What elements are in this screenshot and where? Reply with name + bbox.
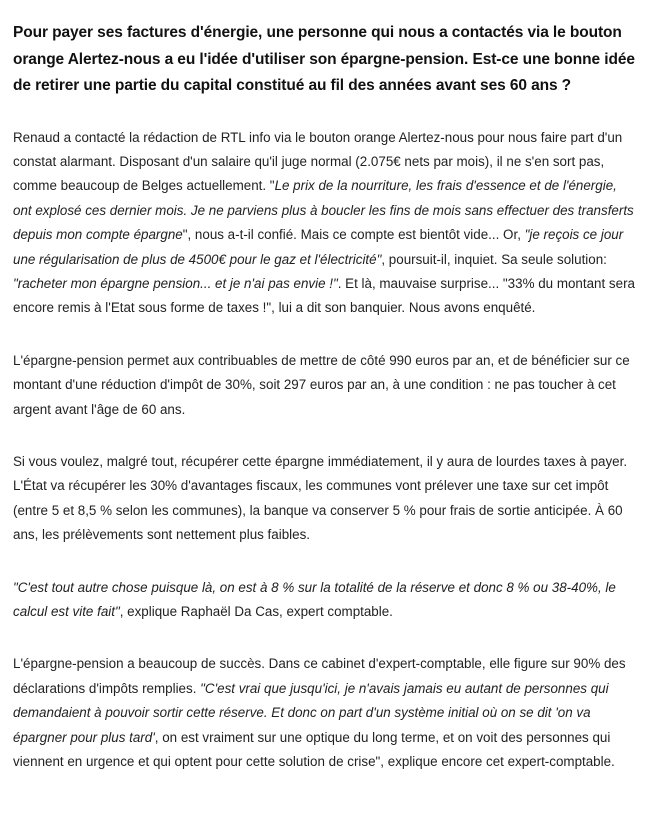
paragraph-taxes: Si vous voulez, malgré tout, récupérer cette épargne immédiatement, il y aura de lourdes taxes à payer. L'État va récupérer les 30% d'avantages fiscaux, les communes vont prélever une taxe sur cet impôt (entre 5 et 8,5 % selon les communes), la banque va conserver 5 % pour frais de sortie anticipée. À 60 ans, les prélèvements sont nettement plus faibles. — [13, 453, 628, 543]
paragraph-text: . Et là, mauvaise surprise... "33% du montant sera encore remis à l'Etat sous forme de taxes !", lui a dit son banquier. Nous avons enquêté. — [13, 275, 635, 316]
paragraph-text: L'épargne-pension a beaucoup de succès. Dans ce cabinet d'expert-comptable, elle figure sur 90% des déclarations d'impôts remplies. — [13, 656, 626, 696]
paragraph-text: ", explique encore cet expert-comptable. — [375, 754, 615, 770]
quote-text: "C'est vrai que jusqu'ici, je n'avais jamais eu autant de personnes qui demandaient à pouvoir sortir cette réserve. Et donc on part d'un système initial où on se dit 'on va épargner pour plus tard' — [13, 680, 609, 745]
paragraph-text: , on est vraiment sur une optique du long terme, et on voit des personnes qui viennent en urgence et qui optent pour cette solution de crise — [13, 729, 611, 770]
paragraph-cabinet — [13, 652, 639, 774]
paragraph-expert-quote — [13, 576, 639, 625]
article-lead: Pour payer ses factures d'énergie, une personne qui nous a contactés via le bouton orange Alertez-nous a eu l'idée d'utiliser son épargne-pension. Est-ce une bonne idée de retirer une partie du capital constitué au fil des années avant ses 60 ans ? — [13, 24, 635, 94]
quote-text: "je reçois ce jour une régularisation de plus de 4500€ pour le gaz et l'électricité" — [13, 227, 624, 267]
paragraph-text: , explique Raphaël Da Cas, expert comptable. — [119, 604, 393, 619]
article — [13, 20, 639, 802]
paragraph-epargne-pension: L'épargne-pension permet aux contribuables de mettre de côté 990 euros par an, et de bénéficier sur ce montant d'une réduction d'impôt de 30%, soit 297 euros par an, à une condition : ne pas toucher à cet argent avant l'âge de 60 ans. — [13, 352, 630, 417]
paragraph-text: ", nous a-t-il confié. Mais ce compte est bientôt vide... Or, — [182, 227, 525, 243]
paragraph-text: Renaud a contacté la rédaction de RTL info via le bouton orange Alertez-nous pour nous faire part d'un constat alarmant. Disposant d'un salaire qu'il juge normal (2.075€ nets par mois), il ne s'en sort pas, comme beaucoup de Belges actuellement. " — [13, 129, 623, 194]
paragraph-renaud — [13, 126, 639, 321]
quote-text: "racheter mon épargne pension... et je n'ai pas envie !" — [13, 275, 338, 291]
paragraph-text: , poursuit-il, inquiet. Sa seule solution: — [381, 251, 607, 267]
quote-text: "C'est tout autre chose puisque là, on est à 8 % sur la totalité de la réserve et donc 8 % ou 38-40%, le calcul est vite fait" — [13, 579, 616, 619]
quote-text: Le prix de la nourriture, les frais d'essence et de l'énergie, ont explosé ces dernier mois. Je ne parviens plus à boucler les fins de mois sans effectuer des transferts depuis mon compte épargne — [13, 178, 634, 243]
